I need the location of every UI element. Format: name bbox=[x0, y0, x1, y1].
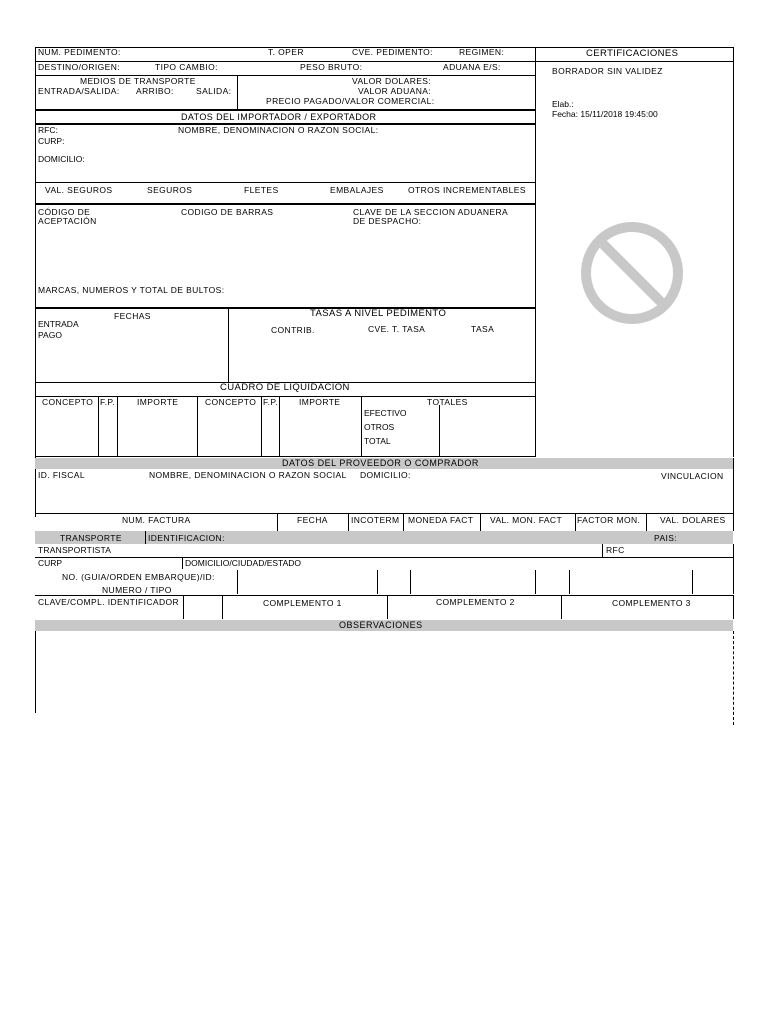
domicilio-transportista-label: DOMICILIO/CIUDAD/ESTADO bbox=[185, 558, 302, 568]
col-divider bbox=[602, 544, 603, 557]
clave-seccion-label: CLAVE DE LA SECCION ADUANERA bbox=[353, 207, 509, 217]
elab-label: Elab.: bbox=[552, 99, 574, 109]
right-border bbox=[733, 595, 734, 619]
col-divider bbox=[261, 396, 262, 456]
vinculacion-label: VINCULACION bbox=[661, 471, 724, 481]
col-divider bbox=[361, 396, 362, 456]
row-divider bbox=[35, 182, 535, 183]
num-pedimento-label: NUM. PEDIMENTO: bbox=[38, 47, 121, 57]
left-border bbox=[35, 631, 36, 713]
row-divider bbox=[35, 513, 733, 514]
transportista-label: TRANSPORTISTA bbox=[38, 545, 112, 555]
certificaciones-title: CERTIFICACIONES bbox=[586, 48, 679, 59]
col-divider bbox=[228, 309, 229, 382]
rfc-label: RFC: bbox=[38, 125, 58, 135]
transporte-band bbox=[35, 531, 733, 544]
col-divider bbox=[222, 595, 223, 619]
peso-bruto-label: PESO BRUTO: bbox=[300, 62, 363, 72]
clave-seccion-label-2: DE DESPACHO: bbox=[353, 216, 422, 226]
t-oper-label: T. OPER bbox=[268, 47, 304, 57]
val-dolares-label: VAL. DOLARES bbox=[660, 515, 726, 525]
valor-dolares-label: VALOR DOLARES: bbox=[352, 76, 432, 86]
row-divider bbox=[35, 203, 535, 205]
incoterm-label: INCOTERM bbox=[351, 515, 400, 525]
col-divider bbox=[237, 570, 238, 594]
entrada-salida-label: ENTRADA/SALIDA: bbox=[38, 86, 120, 96]
regimen-label: REGIMEN: bbox=[459, 47, 505, 57]
col-divider bbox=[387, 595, 388, 619]
arribo-label: ARRIBO: bbox=[136, 86, 174, 96]
col-divider bbox=[403, 513, 404, 531]
curp-label: CURP: bbox=[38, 136, 65, 146]
pago-label: PAGO bbox=[38, 330, 62, 340]
prohibited-icon bbox=[578, 219, 686, 327]
row-divider bbox=[35, 307, 535, 309]
contrib-label: CONTRIB. bbox=[271, 325, 315, 335]
total-label: TOTAL bbox=[364, 436, 391, 446]
col-divider bbox=[348, 513, 349, 531]
salida-label: SALIDA: bbox=[196, 86, 232, 96]
pais-label: PAIS: bbox=[654, 533, 678, 543]
id-fiscal-label: ID. FISCAL bbox=[38, 470, 85, 480]
concepto-label-2: CONCEPTO bbox=[205, 397, 257, 407]
certificaciones-divider bbox=[535, 47, 536, 457]
codigo-aceptacion-label-2: ACEPTACIÓN bbox=[38, 216, 97, 226]
precio-pagado-label: PRECIO PAGADO/VALOR COMERCIAL: bbox=[266, 96, 435, 106]
importador-title: DATOS DEL IMPORTADOR / EXPORTADOR bbox=[181, 112, 377, 122]
complemento-3-label: COMPLEMENTO 3 bbox=[612, 598, 691, 608]
transporte-label: TRANSPORTE bbox=[60, 533, 122, 543]
entrada-label: ENTRADA bbox=[38, 319, 79, 329]
fecha-factura-label: FECHA bbox=[297, 515, 328, 525]
observaciones-title: OBSERVACIONES bbox=[339, 620, 423, 630]
fp-label-2: F.P. bbox=[263, 397, 279, 407]
borrador-label: BORRADOR SIN VALIDEZ bbox=[552, 66, 663, 76]
otros-label: OTROS bbox=[364, 422, 395, 432]
col-divider bbox=[183, 595, 184, 619]
right-border bbox=[733, 631, 734, 725]
numero-tipo-label: NUMERO / TIPO bbox=[102, 585, 172, 595]
cve-pedimento-label: CVE. PEDIMENTO: bbox=[352, 47, 433, 57]
col-divider bbox=[117, 396, 118, 456]
col-divider bbox=[182, 557, 183, 569]
right-border bbox=[733, 47, 734, 457]
col-divider bbox=[575, 513, 576, 531]
nombre-proveedor-label: NOMBRE, DENOMINACION O RAZON SOCIAL bbox=[149, 470, 347, 480]
otros-incrementables-label: OTROS INCREMENTABLES bbox=[408, 185, 526, 195]
codigo-aceptacion-label: CÓDIGO DE bbox=[38, 207, 91, 217]
tasa-label: TASA bbox=[471, 324, 495, 334]
col-divider bbox=[277, 513, 278, 531]
identificacion-label: IDENTIFICACION: bbox=[148, 533, 225, 543]
row-divider bbox=[35, 61, 733, 62]
tipo-cambio-label: TIPO CAMBIO: bbox=[155, 62, 218, 72]
val-seguros-label: VAL. SEGUROS bbox=[45, 185, 113, 195]
col-divider bbox=[98, 396, 99, 456]
left-border bbox=[35, 47, 36, 517]
col-divider bbox=[439, 405, 440, 456]
factor-mon-label: FACTOR MON. bbox=[577, 515, 641, 525]
embalajes-label: EMBALAJES bbox=[330, 185, 384, 195]
liquidacion-title: CUADRO DE LIQUIDACION bbox=[220, 382, 350, 393]
seguros-label: SEGUROS bbox=[147, 185, 193, 195]
codigo-barras-label: CODIGO DE BARRAS bbox=[181, 207, 274, 217]
col-divider bbox=[569, 570, 570, 594]
col-divider bbox=[410, 570, 411, 594]
importe-label-1: IMPORTE bbox=[137, 397, 179, 407]
col-divider bbox=[480, 513, 481, 531]
destino-origen-label: DESTINO/ORIGEN: bbox=[38, 62, 121, 72]
tasas-title: TASAS A NIVEL PEDIMENTO bbox=[310, 308, 447, 319]
col-divider bbox=[377, 570, 378, 594]
right-border bbox=[733, 513, 734, 531]
col-divider bbox=[646, 513, 647, 531]
concepto-label-1: CONCEPTO bbox=[42, 397, 94, 407]
domicilio-importador-label: DOMICILIO: bbox=[38, 154, 85, 164]
complemento-2-label: COMPLEMENTO 2 bbox=[436, 597, 515, 607]
clave-compl-label: CLAVE/COMPL. IDENTIFICADOR bbox=[38, 597, 180, 607]
val-mon-fact-label: VAL. MON. FACT bbox=[490, 515, 563, 525]
nombre-importador-label: NOMBRE, DENOMINACION O RAZON SOCIAL: bbox=[178, 125, 379, 135]
col-divider bbox=[535, 570, 536, 594]
col-divider bbox=[197, 396, 198, 456]
fp-label-1: F.P. bbox=[100, 397, 116, 407]
aduana-es-label: ADUANA E/S: bbox=[443, 62, 501, 72]
col-divider bbox=[561, 595, 562, 619]
medios-transporte-label: MEDIOS DE TRANSPORTE bbox=[80, 76, 196, 86]
moneda-fact-label: MONEDA FACT bbox=[408, 515, 474, 525]
col-divider bbox=[279, 396, 280, 456]
col-divider bbox=[692, 570, 693, 594]
cve-t-tasa-label: CVE. T. TASA bbox=[368, 324, 426, 334]
marcas-label: MARCAS, NUMEROS Y TOTAL DE BULTOS: bbox=[38, 285, 225, 295]
col-divider bbox=[237, 75, 238, 109]
fechas-title: FECHAS bbox=[114, 311, 151, 321]
right-border bbox=[733, 544, 734, 594]
efectivo-label: EFECTIVO bbox=[364, 408, 407, 418]
col-divider bbox=[145, 531, 146, 544]
right-border bbox=[733, 458, 734, 513]
row-divider bbox=[35, 557, 733, 558]
row-divider bbox=[35, 109, 535, 111]
curp-transportista-label: CURP bbox=[38, 558, 63, 568]
totales-label: TOTALES bbox=[427, 397, 468, 407]
row-divider bbox=[35, 456, 535, 457]
complemento-1-label: COMPLEMENTO 1 bbox=[263, 598, 342, 608]
proveedor-title: DATOS DEL PROVEEDOR O COMPRADOR bbox=[282, 458, 479, 468]
guia-label: NO. (GUIA/ORDEN EMBARQUE)/ID: bbox=[62, 572, 215, 582]
importe-label-2: IMPORTE bbox=[299, 397, 341, 407]
fecha-elab-label: Fecha: 15/11/2018 19:45:00 bbox=[552, 109, 658, 119]
rfc-transportista-label: RFC bbox=[606, 545, 625, 555]
num-factura-label: NUM. FACTURA bbox=[122, 515, 191, 525]
row-divider bbox=[35, 595, 733, 596]
valor-aduana-label: VALOR ADUANA: bbox=[358, 86, 432, 96]
domicilio-proveedor-label: DOMICILIO: bbox=[360, 470, 411, 480]
fletes-label: FLETES bbox=[244, 185, 279, 195]
